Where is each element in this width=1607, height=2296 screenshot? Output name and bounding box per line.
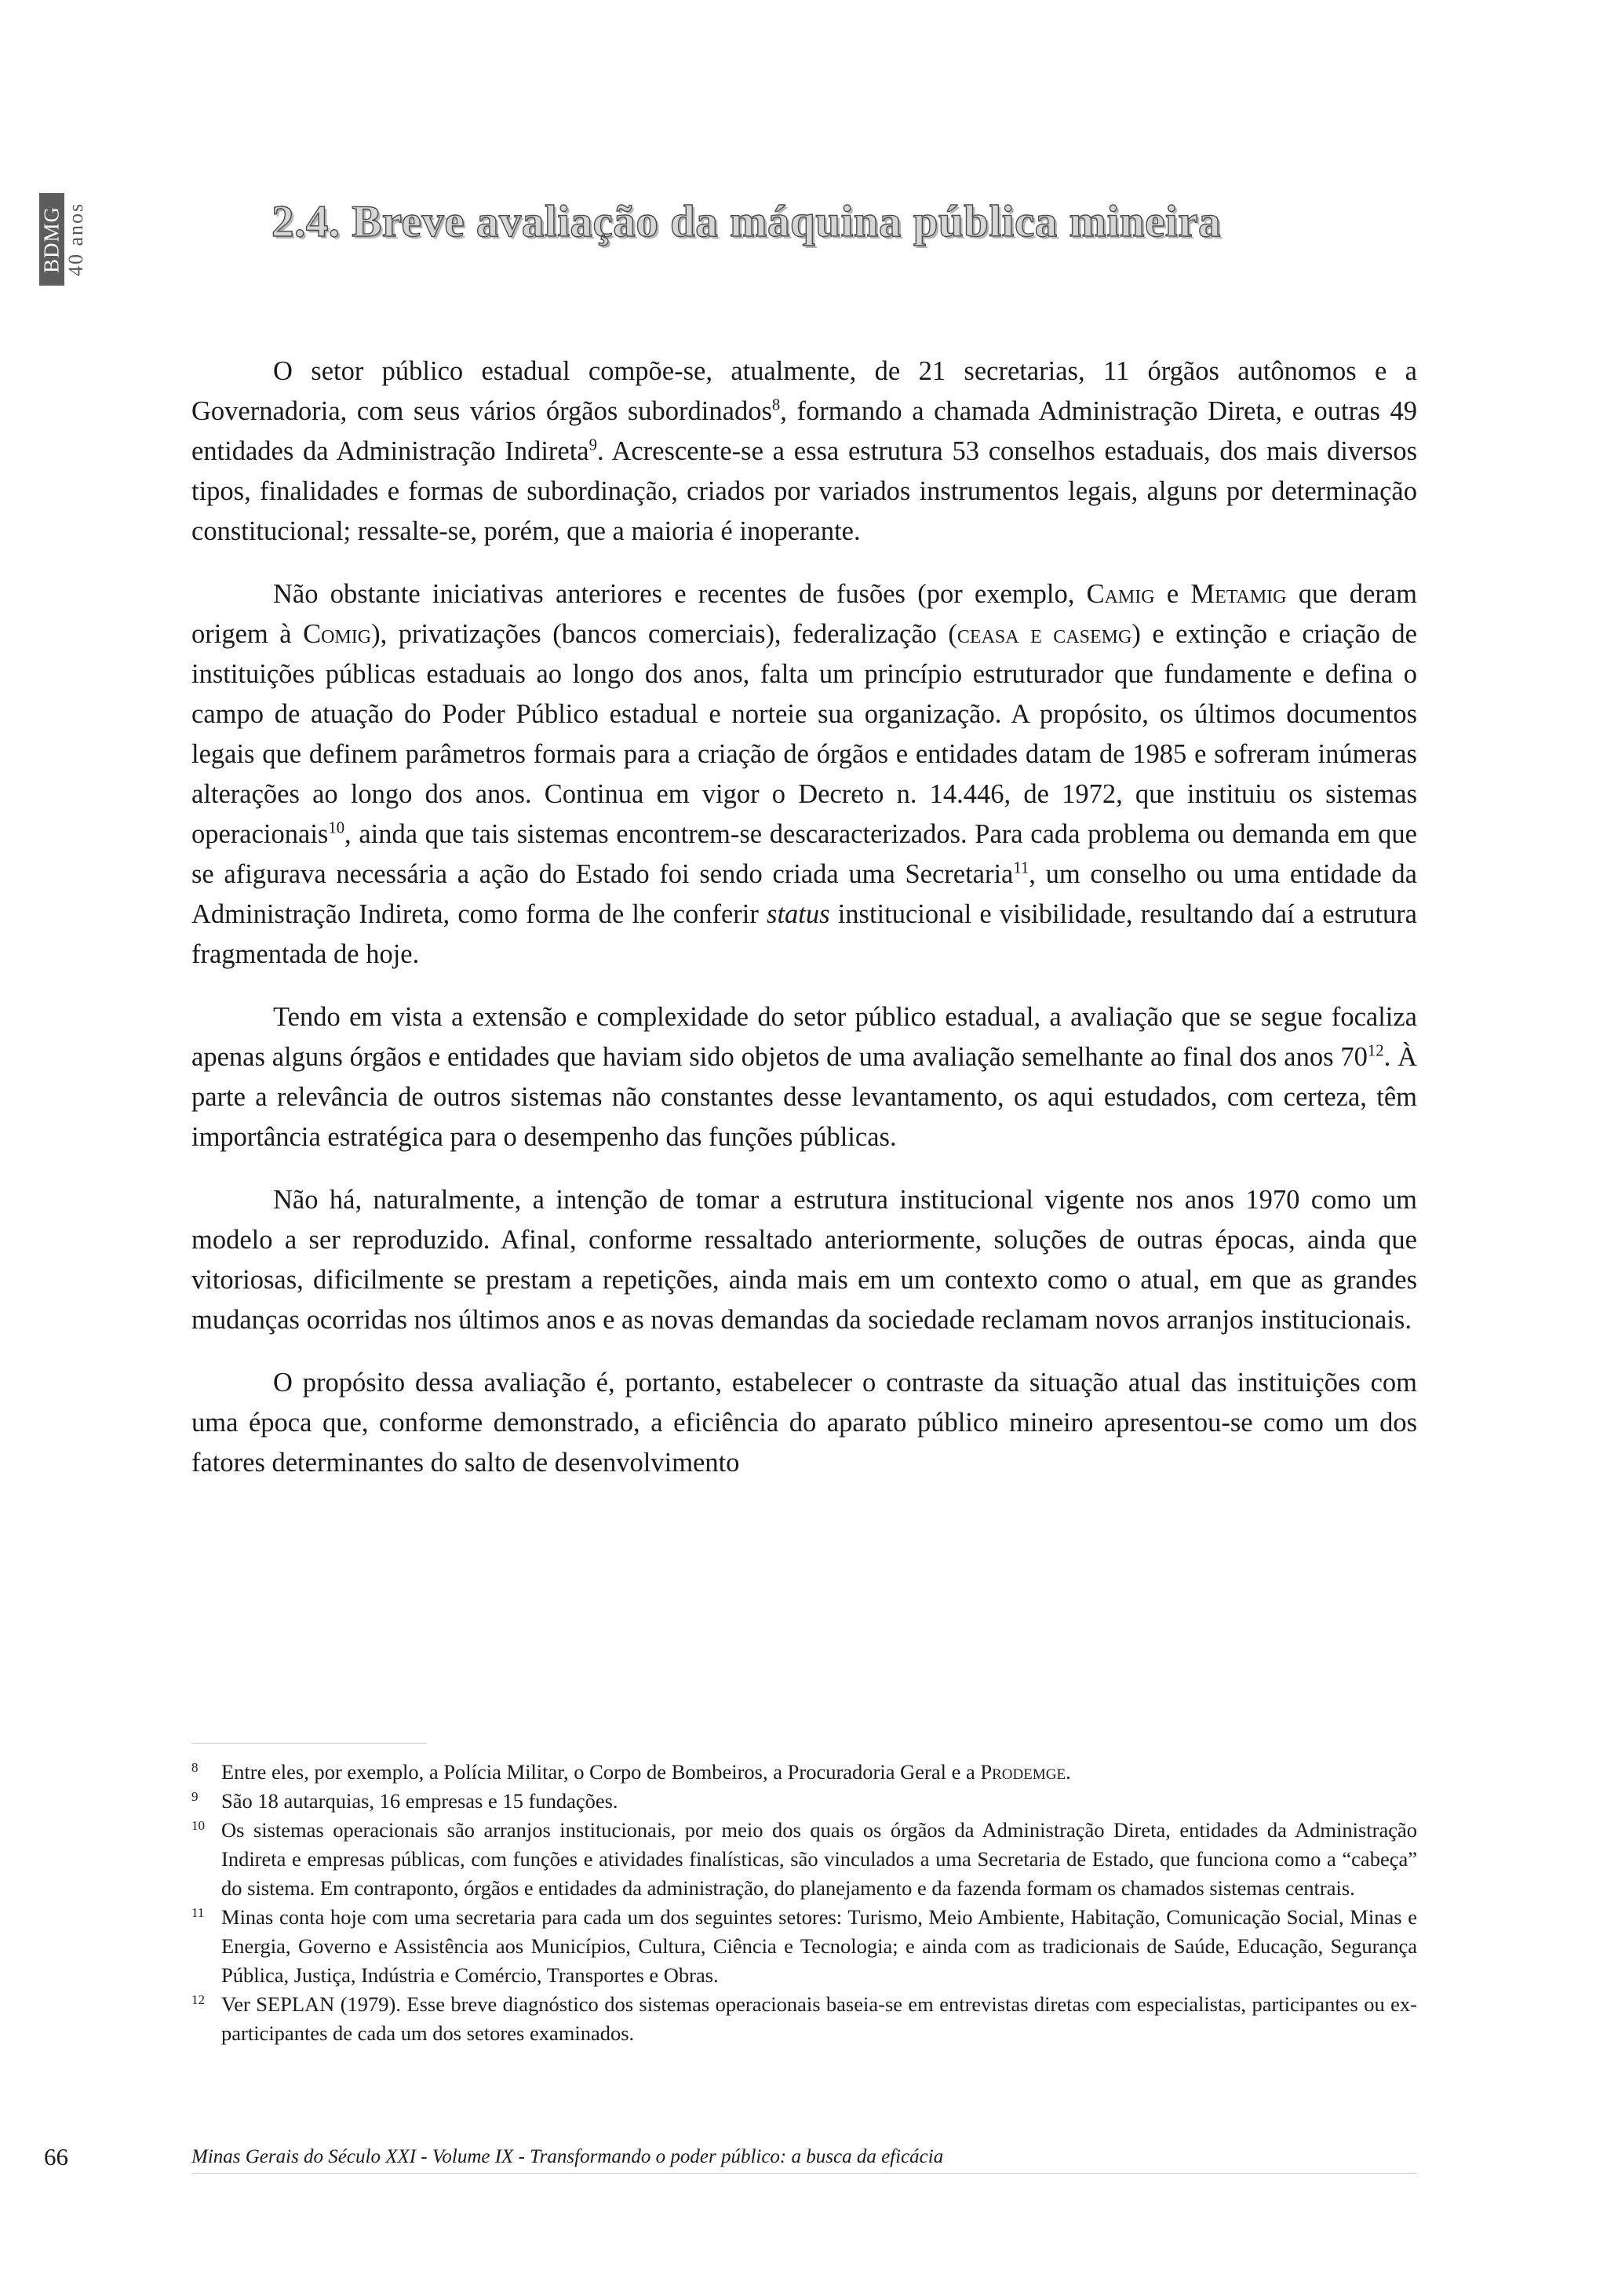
footnote-ref: 12 <box>1367 1042 1384 1060</box>
footnote-text: Ver SEPLAN (1979). Esse breve diagnóstico dos sistemas operacionais baseia-se em entrevistas diretas com especialistas, participantes ou ex-participantes de cada um dos setores examinados. <box>221 1992 1417 2045</box>
acronym: Metamig <box>1190 579 1287 609</box>
paragraph <box>191 1180 1417 1340</box>
text-run: O setor público estadual compõe-se, atualmente, de 21 secretarias, 11 órgãos autônomos e a Governadoria, com seus vários órgãos subordinados <box>191 356 1417 426</box>
footnote-text: Os sistemas operacionais são arranjos institucionais, por meio dos quais os órgãos da Administração Direta, entidades da Administração Indireta e empresas públicas, com funções e atividades finalísticas, são vinculados a uma Secretaria de Estado, que funciona como a “cabeça” do sistema. Em contraponto, órgãos e entidades da administração, do planejamento e da fazenda formam os chamados sistemas centrais. <box>221 1818 1417 1900</box>
section-title: 2.4. Breve avaliação da máquina pública mineira <box>271 197 1222 246</box>
anniversary-label: 40 anos <box>64 202 87 277</box>
footnote-number: 11 <box>191 1905 205 1920</box>
footnote <box>191 1787 1417 1816</box>
acronym: ceasa e casemg <box>957 619 1132 649</box>
text-run: , formando a chamada Administração Direta, e outras 49 entidades da Administração Indireta <box>191 396 1417 466</box>
text-run: ), privatizações (bancos comerciais), federalização ( <box>371 619 957 649</box>
footnote-number: 9 <box>191 1789 199 1804</box>
paragraph <box>191 352 1417 552</box>
body-text <box>191 352 1417 1506</box>
footnote-text: Minas conta hoje com uma secretaria para cada um dos seguintes setores: Turismo, Meio Ambiente, Habitação, Comunicação Social, Minas e Energia, Governo e Assistência aos Municípios, Cultura, Ciência e Tecnologia; e ainda com as tradicionais de Saúde, Educação, Segurança Pública, Justiça, Indústria e Comércio, Transportes e Obras. <box>221 1905 1417 1987</box>
paragraph <box>191 574 1417 975</box>
brand-label: BDMG <box>39 193 64 286</box>
footnote-number: 12 <box>191 1992 205 2007</box>
text-run: Não obstante iniciativas anteriores e recentes de fusões (por exemplo, <box>273 579 1087 609</box>
footnote-number: 10 <box>191 1818 205 1833</box>
text-run: ) e extinção e criação de instituições públicas estaduais ao longo dos anos, falta um princípio estruturador que fundamente e defina o campo de atuação do Poder Público estadual e norteie sua organização. A propósito, os últimos documentos legais que definem parâmetros formais para a criação de órgãos e entidades datam de 1985 e sofreram inúmeras alterações ao longo dos anos. Continua em vigor o Decreto n. 14.446, de 1972, que instituiu os sistemas operacionais <box>191 619 1417 849</box>
paragraph <box>191 1363 1417 1483</box>
text-run: Tendo em vista a extensão e complexidade do setor público estadual, a avaliação que se segue focaliza apenas alguns órgãos e entidades que haviam sido objetos de uma avaliação semelhante ao final dos anos 70 <box>191 1002 1417 1072</box>
footnote-ref: 9 <box>589 436 597 454</box>
footnotes <box>191 1758 1417 2048</box>
text-run: , um conselho ou uma entidade da Administração Indireta, como forma de lhe conferir <box>191 859 1417 929</box>
text-run: que deram origem à <box>191 579 1417 649</box>
text-run: institucional e visibilidade, resultando daí a estrutura fragmentada de hoje. <box>191 899 1417 969</box>
side-tab <box>39 193 88 286</box>
footnote-divider <box>191 1743 427 1744</box>
page-number: 66 <box>44 2143 68 2170</box>
text-run: . <box>1066 1760 1071 1784</box>
acronym: Comig <box>303 619 372 649</box>
paragraph <box>191 997 1417 1157</box>
acronym: Camig <box>1086 579 1155 609</box>
text-run: . Acrescente-se a essa estrutura 53 conselhos estaduais, dos mais diversos tipos, finalidades e formas de subordinação, criados por variados instrumentos legais, alguns por determinação constitucional; ressalte-se, porém, que a maioria é inoperante. <box>191 436 1418 546</box>
footnote-text <box>221 1758 1417 1787</box>
emphasis: status <box>767 899 830 929</box>
text-run: O propósito dessa avaliação é, portanto, estabelecer o contraste da situação atual das instituições com uma época que, conforme demonstrado, a eficiência do aparato público mineiro apresentou-se como um dos fatores determinantes do salto de desenvolvimento <box>191 1368 1417 1478</box>
text-run: e <box>1154 579 1191 609</box>
footnote <box>191 1903 1417 1990</box>
footnote <box>191 1758 1417 1787</box>
footnote <box>191 1816 1417 1903</box>
footnote-ref: 11 <box>1013 859 1029 877</box>
running-footer: Minas Gerais do Século XXI - Volume IX - Transformando o poder público: a busca da eficácia <box>191 2146 944 2167</box>
footer-divider <box>191 2173 1417 2174</box>
footnote-ref: 8 <box>771 396 781 414</box>
footnote-ref: 10 <box>328 819 345 837</box>
text-run: Entre eles, por exemplo, a Polícia Militar, o Corpo de Bombeiros, a Procuradoria Geral e a <box>221 1760 981 1784</box>
text-run: . À parte a relevância de outros sistemas não constantes desse levantamento, os aqui estudados, com certeza, têm importância estratégica para o desempenho das funções públicas. <box>191 1042 1417 1152</box>
footnote-text: São 18 autarquias, 16 empresas e 15 fundações. <box>221 1789 618 1813</box>
footnote-number: 8 <box>191 1760 199 1775</box>
text-run: Não há, naturalmente, a intenção de tomar a estrutura institucional vigente nos anos 1970 como um modelo a ser reproduzido. Afinal, conforme ressaltado anteriormente, soluções de outras épocas, ainda que vitoriosas, dificilmente se prestam a repetições, ainda mais em um contexto como o atual, em que as grandes mudanças ocorridas nos últimos anos e as novas demandas da sociedade reclamam novos arranjos institucionais. <box>191 1185 1417 1335</box>
footnote <box>191 1990 1417 2048</box>
text-run: , ainda que tais sistemas encontrem-se descaracterizados. Para cada problema ou demanda em que se afigurava necessária a ação do Estado foi sendo criada uma Secretaria <box>191 819 1417 889</box>
acronym: Prodemge <box>980 1760 1066 1784</box>
